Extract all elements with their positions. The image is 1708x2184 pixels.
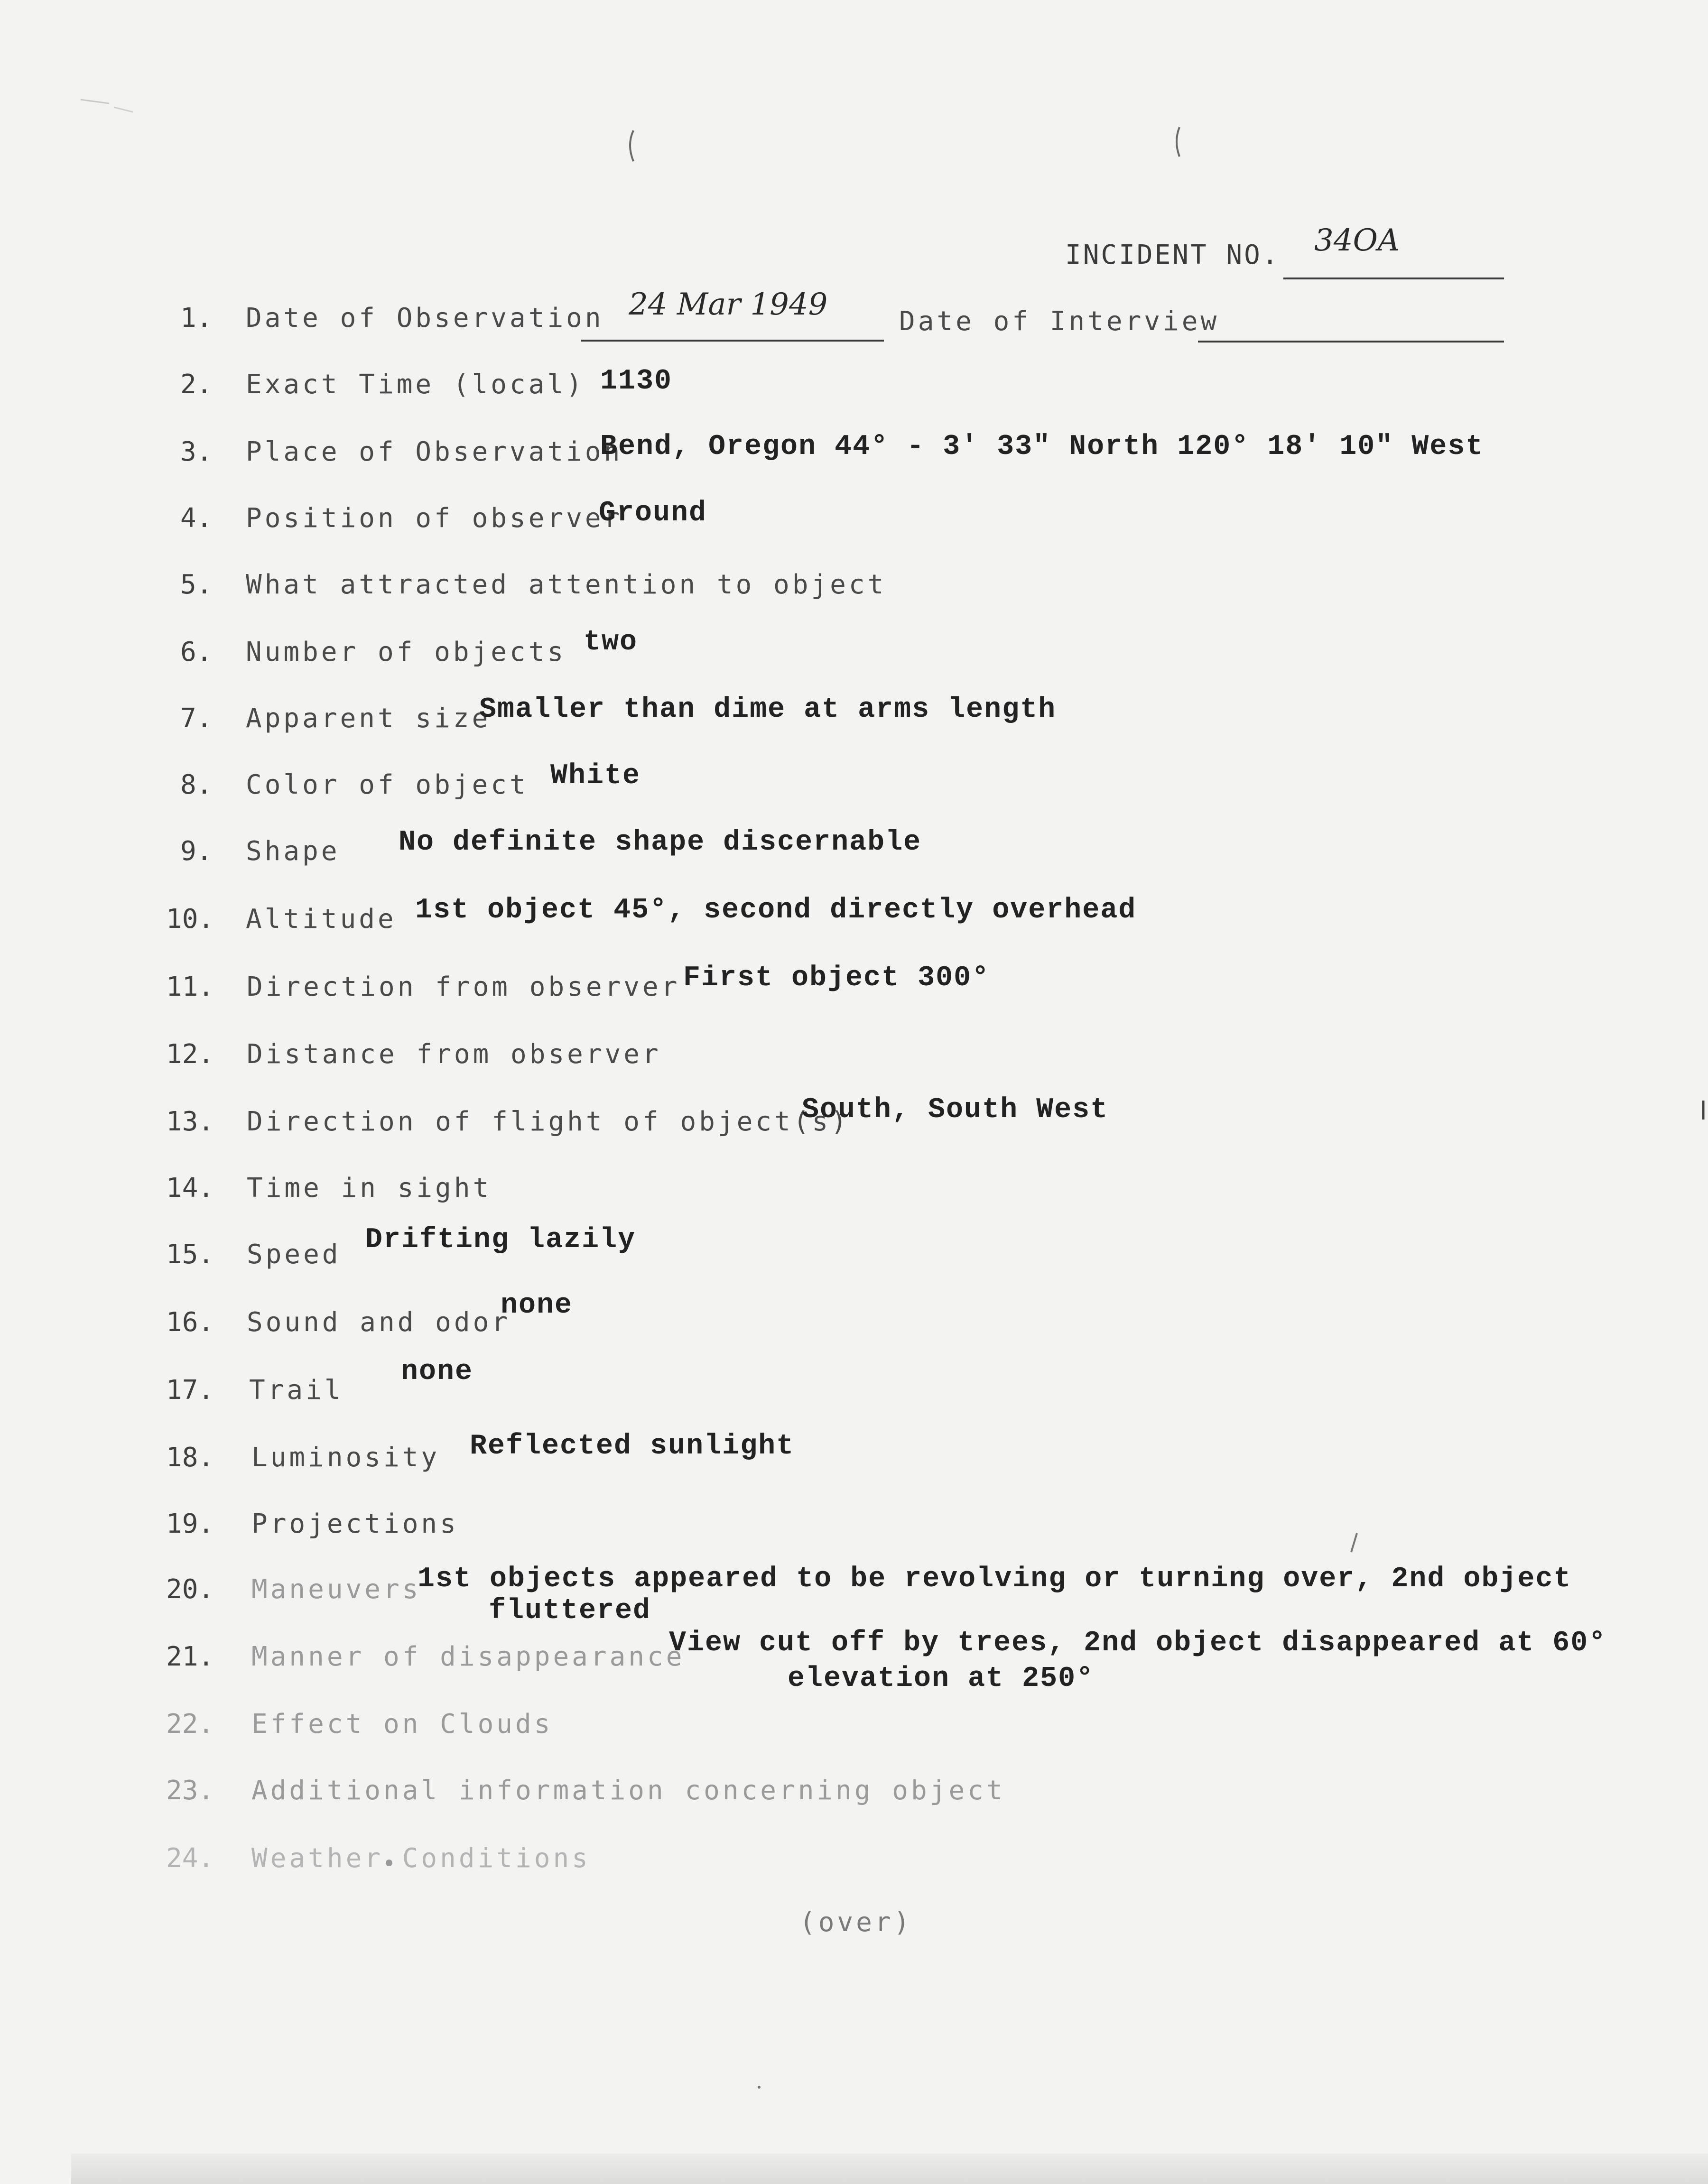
row-number: 2.: [180, 369, 213, 400]
date-of-observation-label: Date of Observation: [246, 303, 604, 333]
additional-information-label: Additional information concerning object: [251, 1775, 1005, 1806]
speed-value: Drifting lazily: [365, 1224, 636, 1256]
color-of-object-value: White: [550, 760, 641, 792]
apparent-size-label: Apparent size: [246, 703, 491, 734]
sound-and-odor-label: Sound and odor: [247, 1307, 511, 1338]
row-number: 11.: [166, 972, 214, 1002]
exact-time-label: Exact Time (local): [246, 369, 585, 400]
maneuvers-value-cont: fluttered: [489, 1595, 651, 1627]
direction-from-observer-value: First object 300°: [683, 962, 990, 994]
incident-number-label: INCIDENT NO.: [1065, 240, 1280, 270]
row-number: 22.: [166, 1709, 214, 1740]
row-number: 12.: [166, 1039, 214, 1070]
over-note: (over): [799, 1907, 913, 1938]
incident-number-value: 34OA: [1314, 223, 1400, 258]
row-number: 10.: [166, 904, 214, 935]
direction-of-flight-label: Direction of flight of object(s): [247, 1106, 850, 1137]
row-number: 5.: [180, 569, 213, 600]
projections-label: Projections: [251, 1508, 459, 1539]
shape-label: Shape: [246, 836, 340, 867]
row-number: 16.: [166, 1307, 214, 1338]
maneuvers-value: 1st objects appeared to be revolving or turning over, 2nd object: [418, 1563, 1572, 1595]
disappearance-value-cont: elevation at 250°: [788, 1663, 1095, 1695]
shape-value: No definite shape discernable: [399, 826, 922, 859]
speed-label: Speed: [247, 1239, 341, 1270]
date-of-interview-label: Date of Interview: [899, 306, 1220, 337]
effect-on-clouds-label: Effect on Clouds: [251, 1709, 553, 1740]
place-of-observation-value: Bend, Oregon 44° - 3' 33" North 120° 18' 10" West: [600, 431, 1484, 463]
row-number: 14.: [166, 1173, 214, 1203]
maneuvers-label: Maneuvers: [251, 1574, 421, 1605]
disappearance-value: View cut off by trees, 2nd object disappeared at 60°: [669, 1627, 1607, 1659]
position-of-observer-value: Ground: [599, 497, 707, 529]
position-of-observer-label: Position of observer: [246, 503, 623, 534]
row-number: 18.: [166, 1442, 214, 1473]
weather-conditions-label: Weather Conditions: [251, 1843, 591, 1874]
row-number: 24.: [166, 1843, 214, 1874]
number-of-objects-label: Number of objects: [246, 637, 566, 667]
time-in-sight-label: Time in sight: [247, 1173, 492, 1203]
place-of-observation-label: Place of Observation: [246, 436, 623, 467]
row-number: 4.: [180, 503, 213, 534]
luminosity-value: Reflected sunlight: [470, 1430, 795, 1462]
row-number: 1.: [180, 303, 213, 333]
sound-and-odor-value: none: [501, 1289, 573, 1322]
attention-label: What attracted attention to object: [246, 569, 887, 600]
row-number: 6.: [180, 637, 213, 667]
row-number: 7.: [180, 703, 213, 734]
row-number: 9.: [180, 836, 213, 867]
exact-time-value: 1130: [600, 365, 673, 398]
row-number: 17.: [166, 1375, 214, 1406]
color-of-object-label: Color of object: [246, 769, 529, 800]
row-number: 19.: [166, 1508, 214, 1539]
incident-number-underline: [1283, 278, 1504, 279]
row-number: 3.: [180, 436, 213, 467]
date-of-observation-value: 24 Mar 1949: [629, 287, 828, 322]
luminosity-label: Luminosity: [251, 1442, 440, 1473]
date-of-interview-underline: [1198, 341, 1504, 342]
row-number: 23.: [166, 1775, 214, 1806]
altitude-value: 1st object 45°, second directly overhead: [415, 894, 1137, 926]
row-number: 8.: [180, 769, 213, 800]
distance-from-observer-label: Distance from observer: [247, 1039, 661, 1070]
apparent-size-value: Smaller than dime at arms length: [479, 694, 1057, 726]
number-of-objects-value: two: [584, 626, 638, 658]
row-number: 15.: [166, 1239, 214, 1270]
direction-of-flight-value: South, South West: [802, 1094, 1109, 1126]
row-number: 20.: [166, 1574, 214, 1605]
altitude-label: Altitude: [246, 904, 397, 935]
trail-value: none: [401, 1356, 473, 1388]
manner-of-disappearance-label: Manner of disappearance: [251, 1641, 685, 1672]
row-number: 13.: [166, 1106, 214, 1137]
date-of-observation-underline: [581, 340, 884, 342]
trail-label: Trail: [249, 1375, 343, 1406]
direction-from-observer-label: Direction from observer: [247, 972, 680, 1002]
row-number: 21.: [166, 1641, 214, 1672]
